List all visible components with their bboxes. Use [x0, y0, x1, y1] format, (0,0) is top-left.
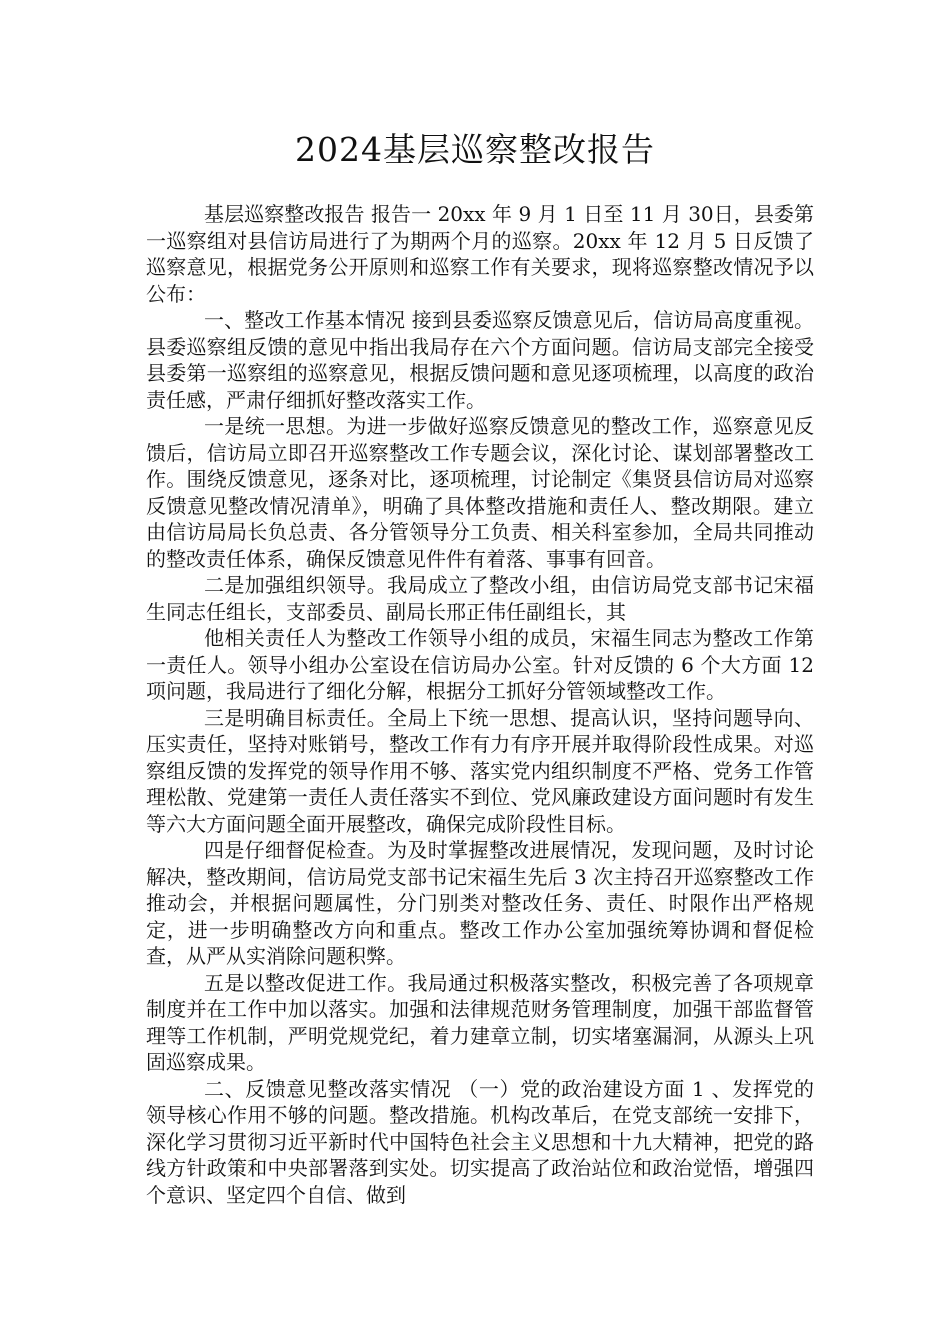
paragraph-item-2: 二是加强组织领导。我局成立了整改小组，由信访局党支部书记宋福生同志任组长，支部委员、副局长邢正伟任副组长，其: [146, 573, 814, 624]
paragraph-item-5: 五是以整改促进工作。我局通过积极落实整改，积极完善了各项规章制度并在工作中加以落实。加强和法律规范财务管理制度，加强干部监督管理等工作机制，严明党规党纪，着力建章立制，切实堵塞漏洞，从源头上巩固巡察成果。: [146, 970, 814, 1074]
document-title: 2024基层巡察整改报告: [295, 130, 655, 169]
paragraph-item-3: 三是明确目标责任。全局上下统一思想、提高认识，坚持问题导向、压实责任，坚持对账销号，整改工作有力有序开展并取得阶段性成果。对巡察组反馈的发挥党的领导作用不够、落实党内组织制度不严格、党务工作管理松散、党建第一责任人责任落实不到位、党风廉政建设方面问题时有发生等六大方面问题全面开展整改，确保完成阶段性目标。: [146, 705, 814, 836]
document-body: [146, 201, 814, 1208]
paragraph-section-2: 二、反馈意见整改落实情况 （一）党的政治建设方面 1 、发挥党的领导核心作用不够的问题。整改措施。机构改革后，在党支部统一安排下，深化学习贯彻习近平新时代中国特色社会主义思想和十九大精神，把党的路线方针政策和中央部署落到实处。切实提高了政治站位和政治觉悟，增强四个意识、坚定四个自信、做到: [146, 1076, 814, 1207]
paragraph-item-2-continued: 他相关责任人为整改工作领导小组的成员，宋福生同志为整改工作第一责任人。领导小组办公室设在信访局办公室。针对反馈的 6 个大方面 12 项问题，我局进行了细化分解，根据分工抓好分管领域整改工作。: [146, 626, 814, 703]
paragraph-item-4: 四是仔细督促检查。为及时掌握整改进展情况，发现问题，及时讨论解决，整改期间，信访局党支部书记宋福生先后 3 次主持召开巡察整改工作推动会，并根据问题属性，分门别类对整改任务、责任、时限作出严格规定，进一步明确整改方向和重点。整改工作办公室加强统筹协调和督促检查，从严从实消除问题积弊。: [146, 838, 814, 968]
paragraph-section-1: 一、整改工作基本情况 接到县委巡察反馈意见后，信访局高度重视。县委巡察组反馈的意见中指出我局存在六个方面问题。信访局支部完全接受县委第一巡察组的巡察意见，根据反馈问题和意见逐项梳理，以高度的政治责任感，严肃仔细抓好整改落实工作。: [146, 308, 814, 412]
paragraph-item-1: 一是统一思想。为进一步做好巡察反馈意见的整改工作，巡察意见反馈后，信访局立即召开巡察整改工作专题会议，深化讨论、谋划部署整改工作。围绕反馈意见，逐条对比，逐项梳理，讨论制定《集贤县信访局对巡察反馈意见整改情况清单》，明确了具体整改措施和责任人、整改期限。建立由信访局局长负总责、各分管领导分工负责、相关科室参加，全局共同推动的整改责任体系，确保反馈意见件件有着落、事事有回音。: [146, 414, 814, 571]
paragraph-intro: 基层巡察整改报告 报告一 20xx 年 9 月 1 日至 11 月 30日，县委第一巡察组对县信访局进行了为期两个月的巡察。20xx 年 12 月 5 日反馈了巡察意见，根据党务公开原则和巡察工作有关要求，现将巡察整改情况予以公布：: [146, 202, 814, 306]
